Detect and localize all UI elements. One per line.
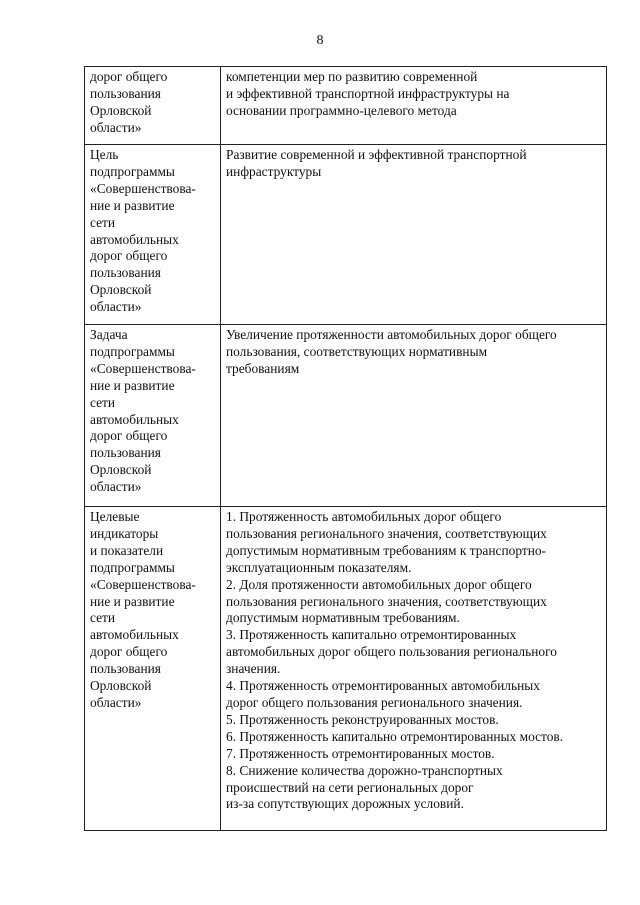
row-label-line: подпрограммы (90, 343, 175, 359)
table-row (85, 507, 607, 831)
row-content-line: дорог общего пользования регионального значения. (226, 694, 523, 710)
page-number: 8 (316, 33, 324, 48)
row-content-line: эксплуатационным показателям. (226, 559, 412, 575)
row-label-line: подпрограммы (90, 163, 175, 179)
row-label-line: сети (90, 610, 116, 626)
row-content-line: инфраструктуры (226, 163, 322, 179)
row-label-line: и показатели (90, 542, 164, 558)
row-content-line: основании программно-целевого метода (226, 102, 457, 118)
row-label-line: сети (90, 394, 116, 410)
row-content-line: 7. Протяженность отремонтированных мостов. (226, 745, 495, 761)
row-content-line: 8. Снижение количества дорожно-транспортных (226, 762, 503, 778)
row-label-line: Орловской (90, 462, 152, 478)
row-content-cell (221, 507, 607, 831)
row-content-line: 6. Протяженность капитально отремонтированных мостов. (226, 728, 564, 744)
row-label-line: области» (90, 119, 142, 135)
row-label-line: области» (90, 694, 142, 710)
row-label-line: Задача (90, 327, 128, 342)
row-label-line: автомобильных (90, 231, 179, 247)
row-label-line: «Совершенствова- (90, 576, 196, 592)
row-label-line: пользования (90, 445, 161, 461)
table-row (85, 145, 607, 325)
row-label-line: «Совершенствова- (90, 180, 196, 196)
row-content-line: 4. Протяженность отремонтированных автомобильных (226, 678, 540, 694)
row-label-line: Орловской (90, 678, 152, 694)
row-content-line: происшествий на сети региональных дорог (226, 779, 474, 795)
row-label-line: Целевые (90, 509, 140, 524)
row-content-line: из-за сопутствующих дорожных условий. (226, 796, 464, 812)
row-label-line: дорог общего (90, 644, 168, 660)
row-label-cell (85, 67, 221, 145)
row-label-line: «Совершенствова- (90, 360, 196, 376)
row-content-line: 2. Доля протяженности автомобильных дорог общего (226, 576, 532, 592)
row-label-line: автомобильных (90, 411, 179, 427)
row-content-line: и эффективной транспортной инфраструктуры на (226, 85, 510, 101)
row-label-line: сети (90, 214, 116, 230)
row-label-cell (85, 507, 221, 831)
row-content-line: допустимым нормативным требованиям к транспортно- (226, 542, 547, 558)
row-content-line: 1. Протяженность автомобильных дорог общего (226, 509, 502, 524)
table-row (85, 325, 607, 507)
row-label-line: индикаторы (90, 525, 159, 541)
row-label-line: области» (90, 299, 142, 315)
row-label-line: ние и развитие (90, 593, 175, 609)
row-label-line: Орловской (90, 102, 152, 118)
table-row (85, 67, 607, 145)
row-label-cell (85, 145, 221, 325)
row-content-line: автомобильных дорог общего пользования регионального (226, 644, 557, 660)
row-label-line: пользования (90, 85, 161, 101)
row-label-line: дорог общего (90, 69, 168, 84)
row-content-line: требованиям (226, 360, 300, 376)
row-label-line: ние и развитие (90, 197, 175, 213)
row-content-cell (221, 67, 607, 145)
row-label-cell (85, 325, 221, 507)
row-content-line: компетенции мер по развитию современной (226, 69, 478, 84)
passport-table (84, 66, 607, 831)
row-label-line: пользования (90, 661, 161, 677)
row-content-line: пользования, соответствующих нормативным (226, 343, 488, 359)
row-content-line: значения. (226, 661, 281, 677)
row-content-line: Увеличение протяженности автомобильных дорог общего (226, 327, 557, 342)
row-label-line: дорог общего (90, 428, 168, 444)
row-label-line: дорог общего (90, 248, 168, 264)
row-content-line: пользования регионального значения, соответствующих (226, 593, 547, 609)
row-label-line: Цель (90, 147, 119, 162)
row-content-line: допустимым нормативным требованиям. (226, 610, 460, 626)
row-content-cell (221, 145, 607, 325)
row-label-line: подпрограммы (90, 559, 175, 575)
row-content-line: пользования регионального значения, соответствующих (226, 525, 547, 541)
row-label-line: ние и развитие (90, 377, 175, 393)
row-label-line: области» (90, 479, 142, 495)
row-content-line: Развитие современной и эффективной транспортной (226, 147, 527, 162)
row-content-cell (221, 325, 607, 507)
row-content-line: 5. Протяженность реконструированных мостов. (226, 711, 499, 727)
row-content-line: 3. Протяженность капитально отремонтированных (226, 627, 517, 643)
row-label-line: автомобильных (90, 627, 179, 643)
row-label-line: Орловской (90, 282, 152, 298)
row-label-line: пользования (90, 265, 161, 281)
